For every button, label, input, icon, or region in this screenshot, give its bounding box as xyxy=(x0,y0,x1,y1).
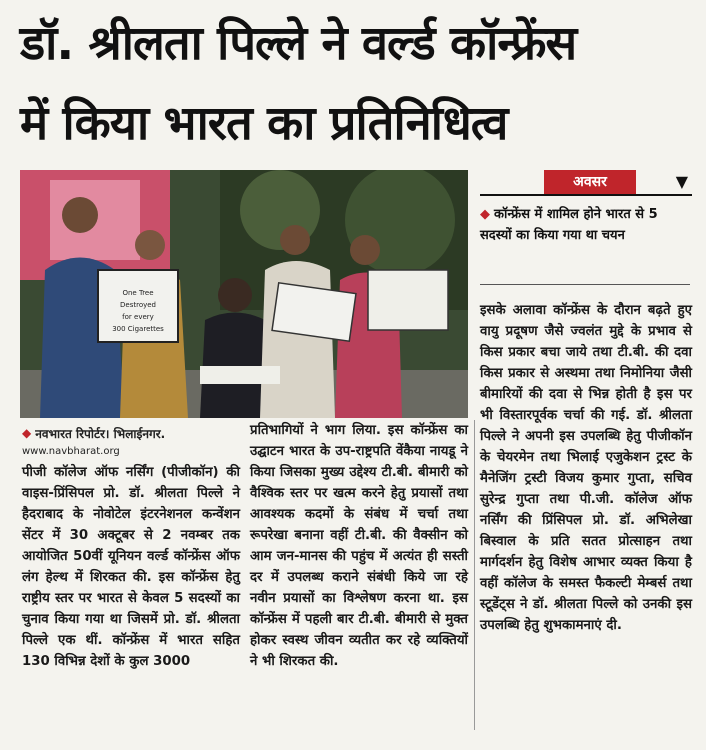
byline xyxy=(22,420,222,446)
column-divider xyxy=(474,420,475,730)
sidebar-note xyxy=(480,204,692,246)
article-column-2: प्रतिभागियों ने भाग लिया. इस कॉन्फ्रेंस का उद्घाटन भारत के उप-राष्ट्रपति वेंकैया नायडू ने किया जिसका मुख्य उद्देश्य टी.बी. बीमारी को वैश्विक स्तर पर खत्म करने हेतु प्रयासों तथा आवश्यक कदमों के संबंध में चर्चा तथा रूपरेखा बनाना वहीं टी.बी. की वैक्सीन को आम जन-मानस की पहुंच में अत्यंत ही सस्ती दर में उपलब्ध कराने संबंधी किये जा रहे नवीन प्रयासों का विश्लेषण करना था. इस कॉन्फ्रेंस में पहली बार टी.बी. बीमारी से मुक्त होकर स्वस्थ जीवन व्यतीत कर रहे व्यक्तियों ने भी शिरकत की. xyxy=(250,423,468,669)
arrow-down-icon: ▼ xyxy=(675,172,688,191)
diamond-icon: ◆ xyxy=(480,207,490,222)
headline xyxy=(20,4,690,164)
diamond-icon: ◆ xyxy=(22,426,32,440)
svg-text:for every: for every xyxy=(122,313,154,321)
headline-line-2: में किया भारत का प्रतिनिधित्व xyxy=(20,96,508,151)
news-photo xyxy=(20,170,468,418)
sign-text: One Tree xyxy=(122,289,154,297)
article-column-1: पीजी कॉलेज ऑफ नर्सिंग (पीजीकॉन) की वाइस-प्रिंसिपल प्रो. डॉ. श्रीलता पिल्ले ने हैदराबाद के नोवोटेल इंटरनेशनल कन्वेंशन सेंटर में 30 अक्टूबर से 2 नवम्बर तक आयोजित 50वीं यूनियन वर्ल्ड कॉन्फ्रेंस ऑफ लंग हेल्थ में शिरकत की. इस कॉन्फ्रेंस हेतु राष्ट्रीय स्तर पर भारत से केवल 5 सदस्यों का चुनाव किया गया था जिसमें प्रो. डॉ. श्रीलता पिल्ले एक थीं. कॉन्फ्रेंस में भारत सहित 130 विभिन्न देशों के कुल 3000 xyxy=(22,465,240,669)
headline-line-1: डॉ. श्रीलता पिल्ले ने वर्ल्ड कॉन्फ्रेंस xyxy=(20,16,577,71)
article-column-3: इसके अलावा कॉन्फ्रेंस के दौरान बढ़ते हुए वायु प्रदूषण जैसे ज्वलंत मुद्दे के प्रभाव से किस प्रकार बचा जाये तथा टी.बी. की दवा किस प्रकार से अस्थमा तथा निमोनिया जैसी बीमारियों की दवा से भिन्न होती है इस पर भी विस्तारपूर्वक चर्चा की गई. डॉ. श्रीलता पिल्ले ने अपनी इस उपलब्धि हेतु पीजीकॉन के चेयरमेन तथा भिलाई एजुकेशन ट्रस्ट के मैनेजिंग ट्रस्टी विजय कुमार गुप्ता, सचिव सुरेन्द्र गुप्ता तथा पी.जी. कॉलेज ऑफ नर्सिंग की प्रिंसिपल प्रो. डॉ. अभिलेखा बिस्वाल के प्रति सतत प्रोत्साहन तथा मार्गदर्शन हेतु विशेष आभार व्यक्त किया है वहीं कॉलेज के समस्त फैकल्टी मेम्बर्स तथा स्टूडेंट्स ने डॉ. श्रीलता पिल्ले को उनकी इस उपलब्धि हेतु शुभकामनाएं दी. xyxy=(480,303,692,633)
byline-text: नवभारत रिपोर्टर। भिलाईनगर. xyxy=(35,426,166,441)
svg-text:Destroyed: Destroyed xyxy=(120,301,156,309)
sidebar-heading xyxy=(480,170,692,196)
svg-text:300 Cigarettes: 300 Cigarettes xyxy=(112,325,164,333)
divider xyxy=(480,284,690,285)
sidebar-tag: अवसर xyxy=(544,170,636,194)
website: www.navbharat.org xyxy=(22,446,120,457)
sidebar-note-text: कॉन्फ्रेंस में शामिल होने भारत से 5 सदस्यों का किया गया था चयन xyxy=(480,207,658,243)
